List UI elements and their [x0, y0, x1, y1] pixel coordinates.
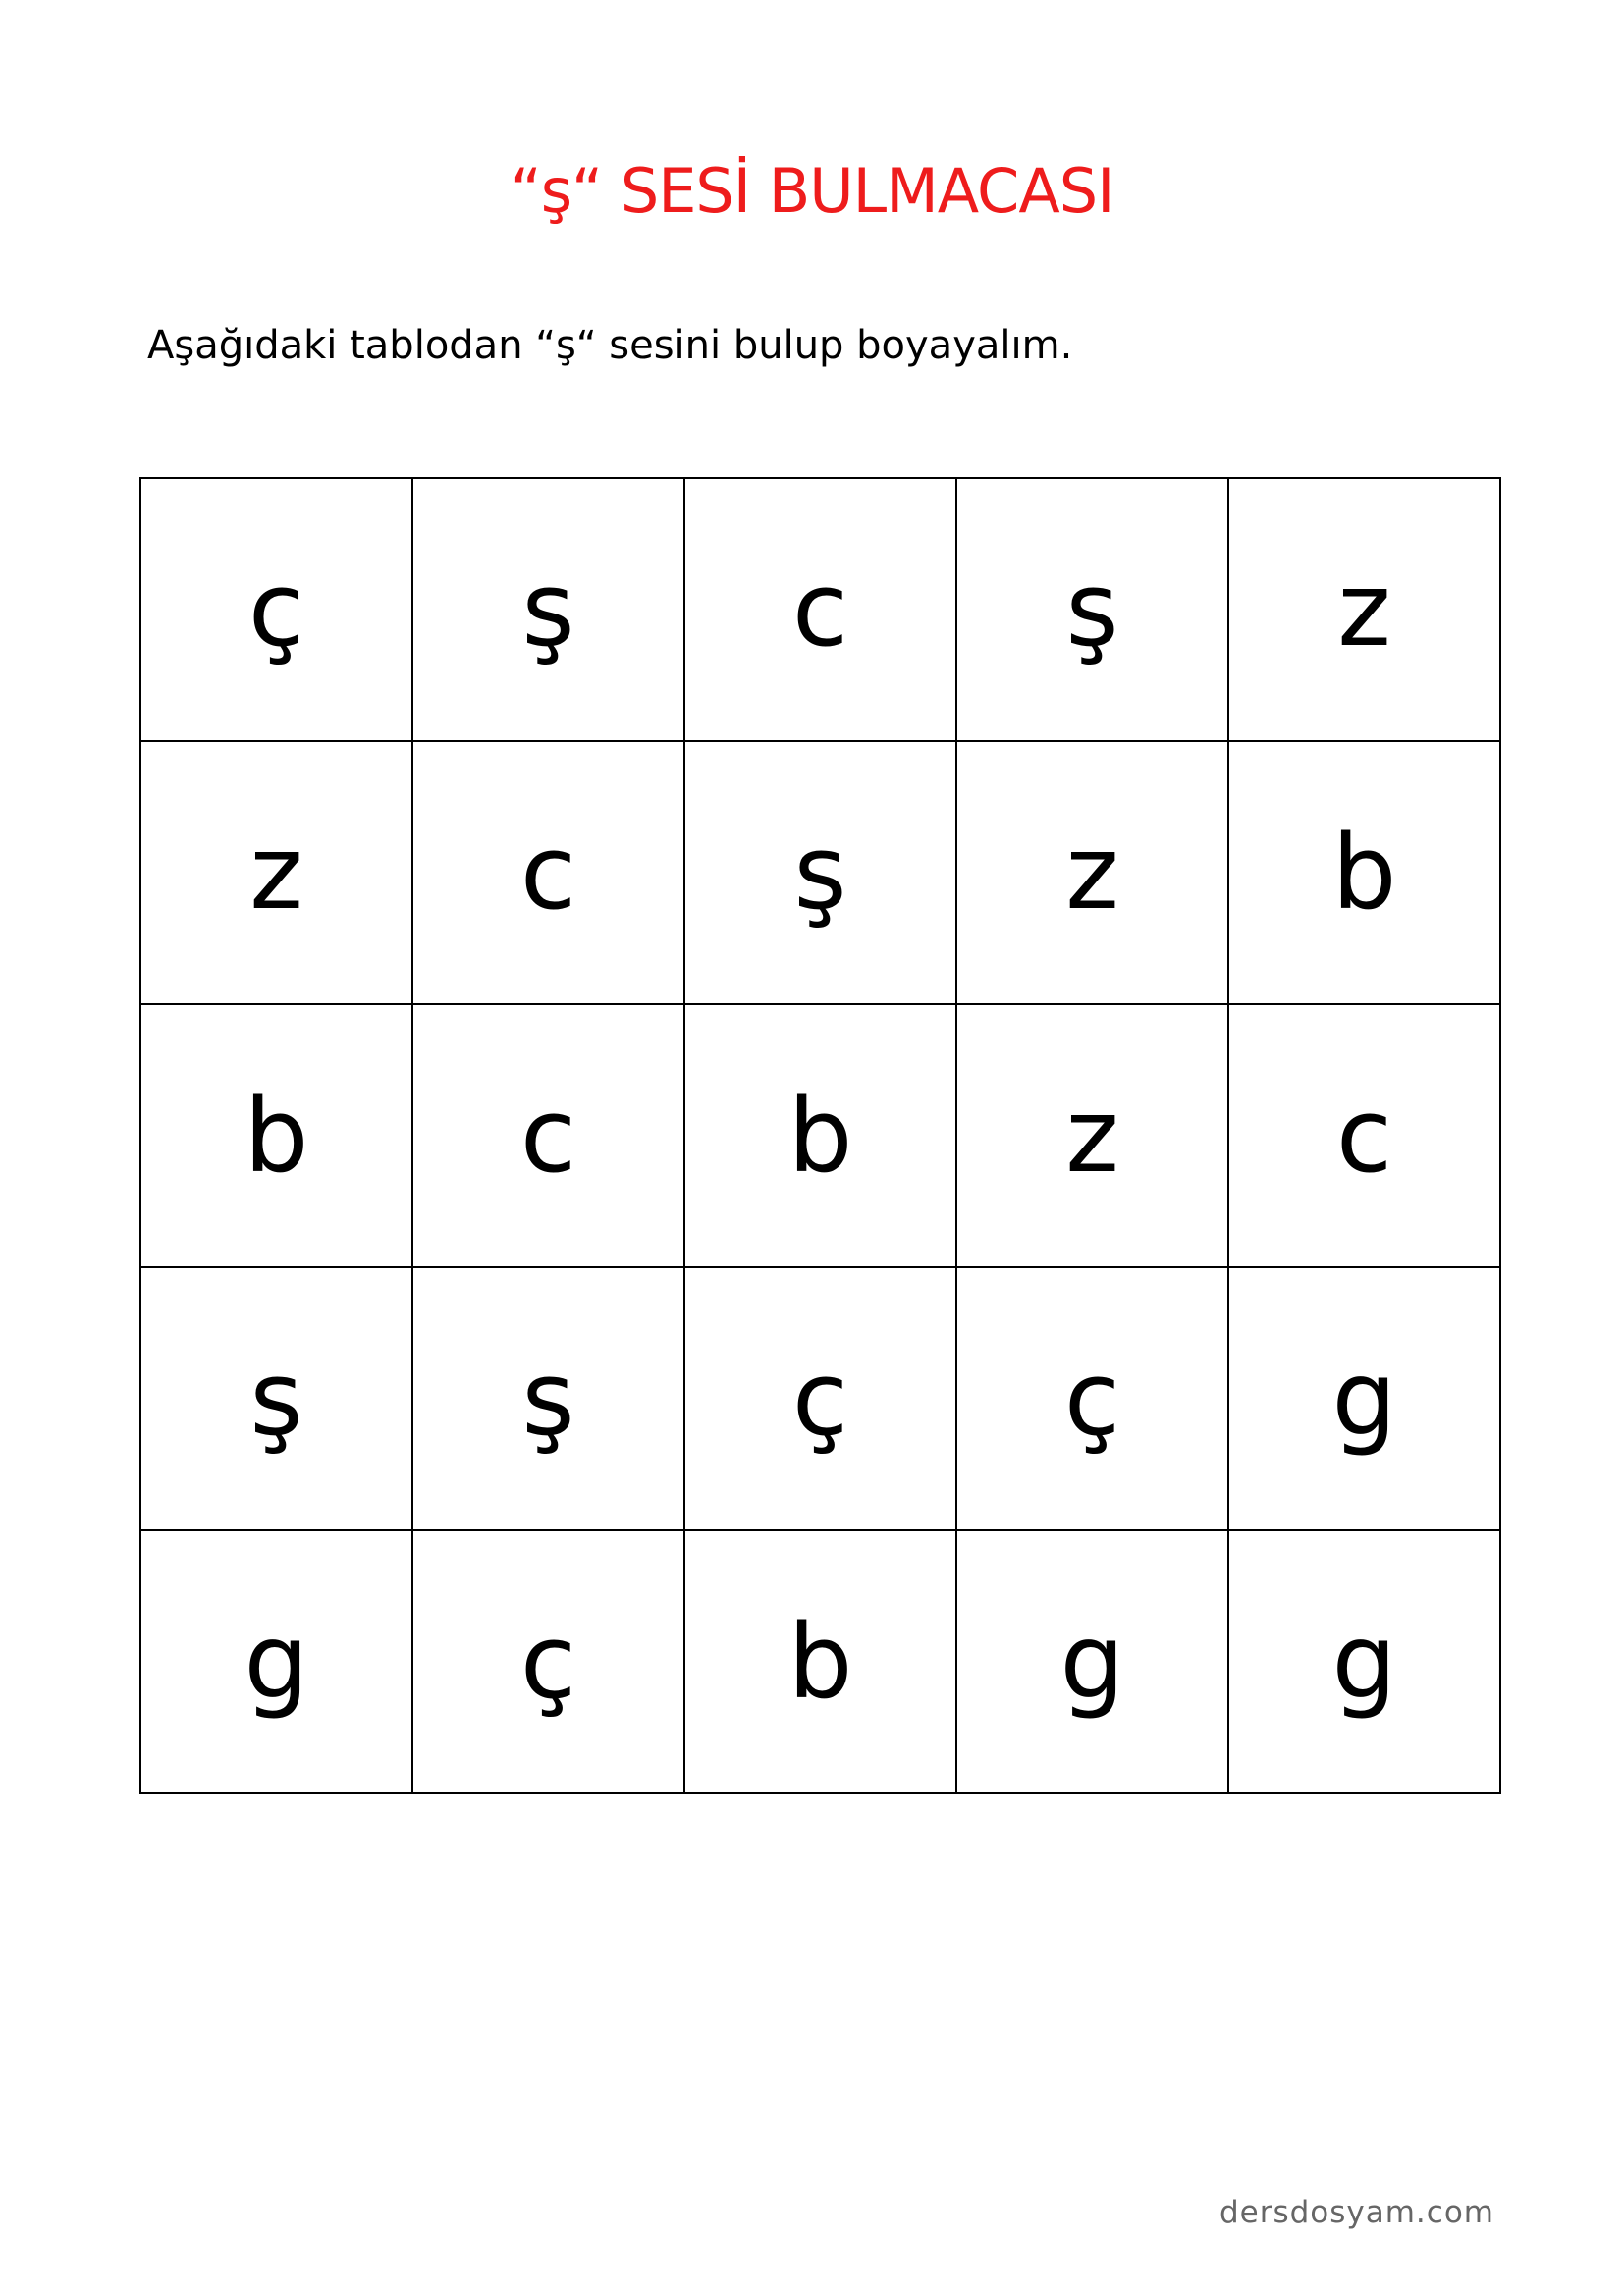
- letter-cell[interactable]: c: [1228, 1004, 1500, 1267]
- letter-cell[interactable]: ç: [412, 1530, 684, 1793]
- letter-cell[interactable]: z: [140, 741, 412, 1004]
- letter-cell[interactable]: ç: [956, 1267, 1228, 1530]
- site-watermark: dersdosyam.com: [1218, 2195, 1494, 2230]
- letter-cell[interactable]: g: [1228, 1267, 1500, 1530]
- letter-cell[interactable]: z: [1228, 478, 1500, 741]
- letter-cell[interactable]: z: [956, 741, 1228, 1004]
- letter-cell[interactable]: ş: [956, 478, 1228, 741]
- letter-cell[interactable]: b: [1228, 741, 1500, 1004]
- letter-cell[interactable]: ç: [684, 1267, 956, 1530]
- letter-cell[interactable]: g: [140, 1530, 412, 1793]
- letter-cell[interactable]: ş: [412, 1267, 684, 1530]
- letter-cell[interactable]: b: [684, 1004, 956, 1267]
- grid-row: [140, 1004, 1500, 1267]
- letter-cell[interactable]: g: [1228, 1530, 1500, 1793]
- instruction-text: Aşağıdaki tablodan “ş“ sesini bulup boyayalım.: [147, 323, 1073, 368]
- letter-cell[interactable]: b: [684, 1530, 956, 1793]
- letter-cell[interactable]: c: [684, 478, 956, 741]
- letter-cell[interactable]: g: [956, 1530, 1228, 1793]
- letter-cell[interactable]: ş: [412, 478, 684, 741]
- letter-cell[interactable]: ş: [684, 741, 956, 1004]
- letter-cell[interactable]: ç: [140, 478, 412, 741]
- grid-row: [140, 1530, 1500, 1793]
- letter-cell[interactable]: c: [412, 741, 684, 1004]
- letter-grid: [139, 477, 1501, 1794]
- letter-cell[interactable]: c: [412, 1004, 684, 1267]
- letter-cell[interactable]: b: [140, 1004, 412, 1267]
- grid-row: [140, 478, 1500, 741]
- page-title: “ş“ SESİ BULMACASI: [510, 155, 1114, 227]
- letter-cell[interactable]: ş: [140, 1267, 412, 1530]
- grid-row: [140, 741, 1500, 1004]
- grid-row: [140, 1267, 1500, 1530]
- letter-cell[interactable]: z: [956, 1004, 1228, 1267]
